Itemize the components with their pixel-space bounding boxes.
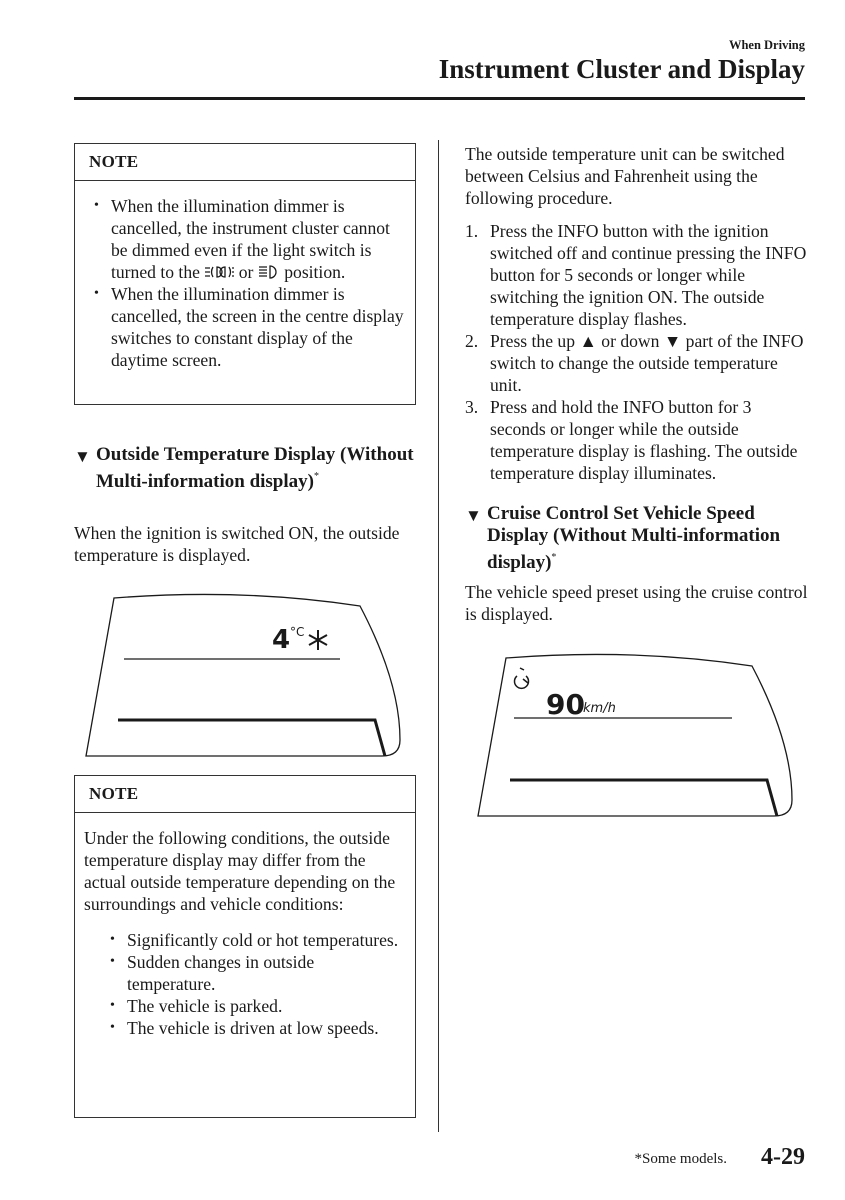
step-number: 2.: [465, 331, 479, 351]
page-title: Instrument Cluster and Display: [438, 54, 805, 84]
snowflake-icon: [309, 630, 327, 650]
outside-temp-body: When the ignition is switched ON, the outside temperature is displayed.: [74, 523, 400, 565]
step-text: Press and hold the INFO button for 3 seconds or longer while the outside temperature display is flashing. The outside temperature display illuminates.: [490, 397, 798, 483]
triangle-down-icon: ▼: [74, 447, 91, 466]
parking-light-icon: [204, 265, 234, 279]
temperature-value: 4: [272, 625, 291, 655]
section-heading-outside-temp: [74, 444, 419, 493]
note-box-outside-temp: [74, 775, 416, 1118]
note-bullet-1-end: position.: [284, 262, 346, 282]
display-lower-bar: [510, 780, 777, 816]
list-item: [465, 396, 810, 484]
display-outline: [478, 654, 792, 816]
conditions-list: [75, 915, 415, 1039]
outside-temp-display-illustration: [82, 592, 412, 764]
cruise-control-icon: [515, 668, 529, 688]
list-item: • The vehicle is driven at low speeds.: [107, 1017, 405, 1039]
heading-text: Cruise Control Set Vehicle Speed Display (Without Multi-information display): [487, 503, 781, 573]
step-text: or down: [601, 331, 660, 351]
footnote: *Some models.: [634, 1151, 727, 1167]
title-rule: [74, 97, 805, 100]
section-label: When Driving: [728, 38, 805, 52]
triangle-down-icon: ▼: [465, 506, 482, 525]
step-number: 3.: [465, 397, 479, 417]
up-arrow: ▲: [579, 331, 597, 351]
column-divider: [438, 140, 439, 1132]
asterisk: *: [551, 552, 557, 563]
display-outline: [86, 594, 400, 756]
unit-switch-intro: The outside temperature unit can be switched between Celsius and Fahrenheit using the following procedure.: [465, 144, 785, 208]
list-item: [91, 195, 405, 283]
note-list: [75, 181, 415, 371]
list-item: [465, 220, 810, 330]
headlight-icon: [258, 265, 280, 279]
list-item: • Significantly cold or hot temperatures.: [107, 929, 405, 951]
section-heading-cruise: [465, 503, 810, 574]
note-box-illumination: [74, 143, 416, 405]
cruise-body: The vehicle speed preset using the cruise control is displayed.: [465, 582, 808, 624]
step-text: part of the INFO switch to change the outside temperature unit.: [490, 331, 804, 395]
note-heading: NOTE: [75, 144, 415, 181]
step-text: Press the INFO button with the ignition switched off and continue pressing the INFO button for 5 seconds or longer while switching the ignition ON. The outside temperature display flashes.: [490, 221, 807, 329]
list-item: • The vehicle is parked.: [107, 995, 405, 1017]
asterisk: *: [313, 471, 319, 482]
speed-unit: km/h: [583, 701, 616, 716]
temperature-unit: °C: [290, 625, 305, 639]
note-bullet-1-or: or: [238, 262, 254, 282]
page-number: 4-29: [761, 1144, 805, 1170]
step-text: Press the up: [490, 331, 576, 351]
cruise-display-illustration: [474, 652, 804, 824]
procedure-steps: [465, 220, 810, 484]
note-bullet-1-text: When the illumination dimmer is cancelled, the instrument cluster cannot be dimmed even if the light switch is turned to the: [111, 196, 390, 282]
step-number: 1.: [465, 221, 479, 241]
display-lower-bar: [118, 720, 385, 756]
list-item: [465, 330, 810, 396]
note-intro: Under the following conditions, the outside temperature display may differ from the actual outside temperature depending on the surroundings and vehicle conditions:: [84, 828, 396, 914]
list-item: • Sudden changes in outside temperature.: [107, 951, 405, 995]
note-heading: NOTE: [75, 776, 415, 813]
heading-text: Outside Temperature Display (Without Multi-information display): [96, 444, 414, 492]
list-item: • When the illumination dimmer is cancelled, the screen in the centre display switches to constant display of the daytime screen.: [91, 283, 405, 371]
speed-value: 90: [546, 688, 585, 721]
down-arrow: ▼: [663, 331, 682, 351]
